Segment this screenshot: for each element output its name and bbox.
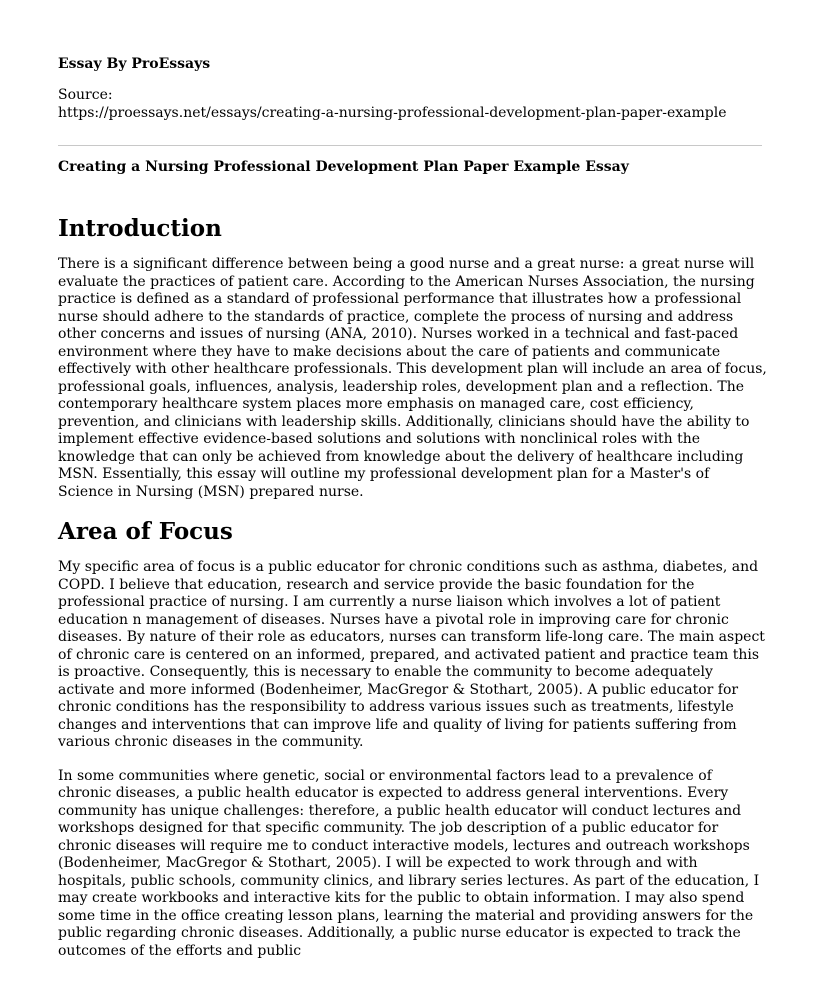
paragraph: My specific area of focus is a public educator for chronic conditions such as asthma, diabetes, and COPD. I believe that education, research and service provide the basic foundation for the professional practice of nursing. I am currently a nurse liaison which involves a lot of patient education n management of diseases. Nurses have a pivotal role in improving care for chronic diseases. By nature of their role as educators, nurses can transform life-long care. The main aspect of chronic care is centered on an informed, prepared, and activated patient and practice team this is proactive. Consequently, this is necessary to enable the community to become adequately activate and more informed (Bodenheimer, MacGregor & Stothart, 2005). A public educator for chronic conditions has the responsibility to address various issues such as treatments, lifestyle changes and interventions that can improve life and quality of living for patients suffering from various chronic diseases in the community.: [58, 559, 765, 750]
source-block: [58, 86, 768, 122]
paragraph: In some communities where genetic, social or environmental factors lead to a prevalence of chronic diseases, a public health educator is expected to address general interventions. Every community has unique challenges: therefore, a public health educator will conduct lectures and workshops designed for that specific community. The job description of a public educator for chronic diseases will require me to conduct interactive models, lectures and outreach workshops (Bodenheimer, MacGregor & Stothart, 2005). I will be expected to work through and with hospitals, public schools, community clinics, and library series lectures. As part of the education, I may create workbooks and interactive kits for the public to obtain information. I may also spend some time in the office creating lesson plans, learning the material and providing answers for the public regarding chronic diseases. Additionally, a public nurse educator is expected to track the outcomes of the efforts and public: [58, 767, 760, 959]
paragraph: There is a significant difference between being a good nurse and a great nurse: a great nurse will evaluate the practices of patient care. According to the American Nurses Association, the nursing practice is defined as a standard of professional performance that illustrates how a professional nurse should adhere to the standards of practice, complete the process of nursing and address other concerns and issues of nursing (ANA, 2010). Nurses worked in a technical and fast-paced environment where they have to make decisions about the care of patients and communicate effectively with other healthcare professionals. This development plan will include an area of focus, professional goals, influences, analysis, leadership roles, development plan and a reflection. The contemporary healthcare system places more emphasis on managed care, cost efficiency, prevention, and clinicians with leadership skills. Additionally, clinicians should have the ability to implement effective evidence-based solutions and solutions with nonclinical roles with the knowledge that can only be achieved from knowledge about the delivery of healthcare including MSN. Essentially, this essay will outline my professional development plan for a Master's of Science in Nursing (MSN) prepared nurse.: [58, 256, 767, 500]
section-area-of-focus: [58, 517, 768, 960]
section-heading: Area of Focus: [58, 518, 233, 545]
source-label: Source:: [58, 87, 113, 103]
source-url-link[interactable]: https://proessays.net/essays/creating-a-nursing-professional-development-plan-paper-example: [58, 105, 727, 121]
header-divider: [58, 145, 762, 146]
section-heading: Introduction: [58, 215, 222, 242]
section-introduction: [58, 214, 768, 501]
essay-body: [58, 214, 768, 976]
essay-byline: Essay By ProEssays: [58, 56, 211, 72]
essay-title: Creating a Nursing Professional Development Plan Paper Example Essay: [58, 159, 629, 175]
